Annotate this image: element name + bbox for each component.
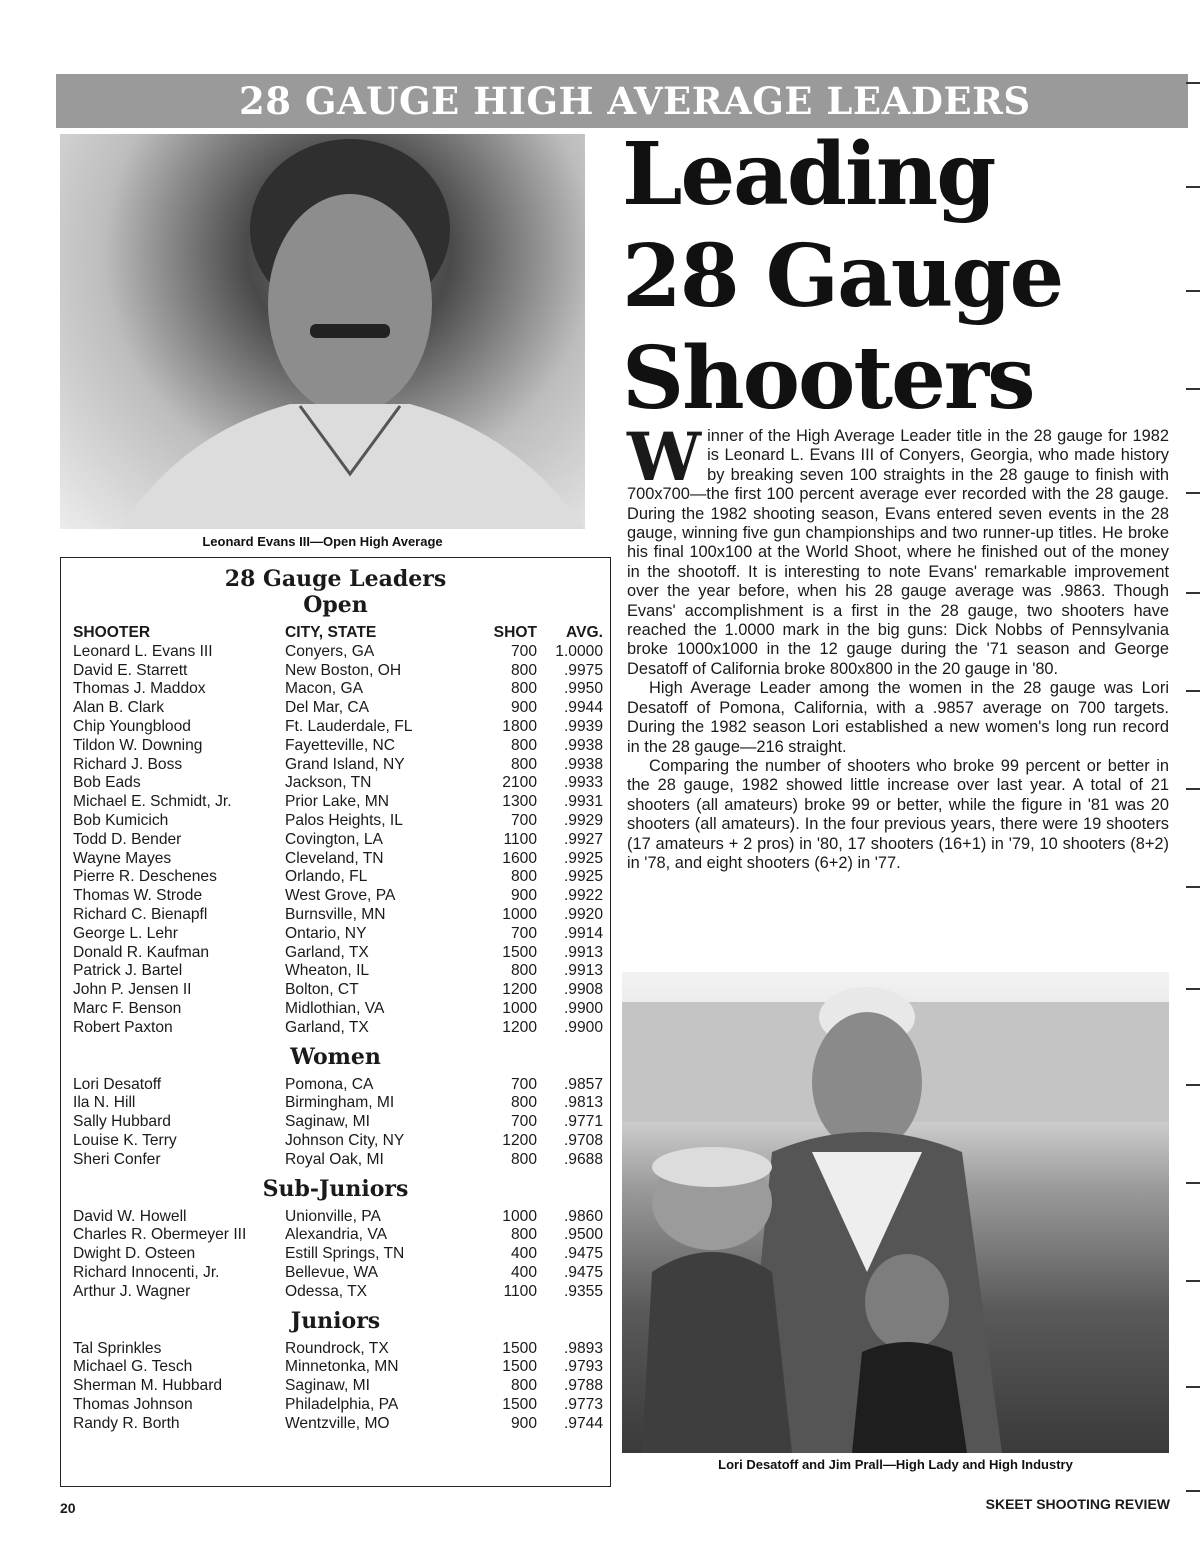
- city-cell: Midlothian, VA: [285, 999, 385, 1017]
- table-row: [61, 962, 610, 981]
- city-cell: Cleveland, TN: [285, 849, 384, 867]
- edge-mark: [1186, 1280, 1200, 1282]
- shooter-cell: Chip Youngblood: [73, 717, 191, 735]
- table-row: [61, 1151, 610, 1170]
- avg-cell: .9793: [563, 1358, 603, 1376]
- table-row: [61, 868, 610, 887]
- group-illustration: [622, 972, 1169, 1453]
- avg-cell: .9925: [563, 849, 603, 867]
- shot-cell: 700: [510, 924, 537, 942]
- shot-cell: 1500: [502, 943, 537, 961]
- shot-cell: 1100: [503, 830, 537, 848]
- shooter-cell: Marc F. Benson: [73, 999, 182, 1017]
- city-cell: Unionville, PA: [285, 1207, 381, 1225]
- section-open-rows: [61, 643, 610, 1038]
- shot-cell: 1500: [502, 1358, 537, 1376]
- table-row: [61, 1340, 610, 1359]
- group-photo: [622, 972, 1169, 1453]
- avg-cell: .9788: [563, 1377, 603, 1395]
- city-cell: Odessa, TX: [285, 1282, 368, 1300]
- group-caption: Lori Desatoff and Jim Prall—High Lady and High Industry: [718, 1457, 1073, 1472]
- city-cell: Birmingham, MI: [285, 1094, 395, 1112]
- avg-cell: .9893: [563, 1339, 603, 1357]
- city-cell: New Boston, OH: [285, 661, 402, 679]
- article-body: [627, 418, 1169, 873]
- avg-cell: .9355: [563, 1282, 603, 1300]
- city-cell: Grand Island, NY: [285, 755, 405, 773]
- city-cell: Palos Heights, IL: [285, 811, 403, 829]
- city-cell: Garland, TX: [285, 1018, 369, 1036]
- shooter-cell: Bob Eads: [73, 774, 141, 792]
- city-cell: Estill Springs, TN: [285, 1245, 405, 1263]
- edge-mark: [1186, 1386, 1200, 1388]
- edge-mark: [1186, 886, 1200, 888]
- avg-cell: .9913: [563, 943, 603, 961]
- shooter-cell: Sherman M. Hubbard: [73, 1377, 223, 1395]
- shot-cell: 800: [510, 736, 537, 754]
- shot-cell: 1600: [502, 849, 537, 867]
- shooter-cell: Dwight D. Osteen: [73, 1245, 196, 1263]
- publication-name: SKEET SHOOTING REVIEW: [985, 1496, 1170, 1512]
- shooter-cell: Arthur J. Wagner: [73, 1282, 191, 1300]
- shot-cell: 800: [510, 661, 537, 679]
- shot-cell: 800: [510, 755, 537, 773]
- table-row: [61, 887, 610, 906]
- avg-cell: .9860: [563, 1207, 603, 1225]
- section-title-sub-juniors: Sub-Juniors: [262, 1175, 409, 1202]
- table-row: [61, 1132, 610, 1151]
- shooter-cell: Lori Desatoff: [73, 1075, 162, 1093]
- headline-line-2: 28 Gauge: [622, 226, 1063, 327]
- avg-cell: .9944: [563, 699, 603, 717]
- portrait-illustration: [60, 134, 585, 529]
- shot-cell: 800: [510, 868, 537, 886]
- shot-cell: 700: [510, 642, 537, 660]
- shot-cell: 800: [510, 1094, 537, 1112]
- table-row: [61, 774, 610, 793]
- shot-cell: 1800: [502, 717, 537, 735]
- shooter-cell: David E. Starrett: [73, 661, 188, 679]
- city-cell: Johnson City, NY: [285, 1131, 405, 1149]
- avg-cell: .9914: [563, 924, 603, 942]
- shooter-cell: Richard J. Boss: [73, 755, 183, 773]
- avg-cell: .9975: [563, 661, 603, 679]
- page-number: 20: [60, 1500, 76, 1516]
- headline-line-3: Shooters: [622, 328, 1034, 429]
- table-row: [61, 662, 610, 681]
- shot-cell: 1200: [502, 1018, 537, 1036]
- article-paragraph-1: [627, 418, 1169, 679]
- table-row: [61, 981, 610, 1000]
- shooter-cell: Robert Paxton: [73, 1018, 173, 1036]
- section-title-open: Open: [303, 592, 368, 618]
- portrait-photo: [60, 134, 585, 529]
- shooter-cell: Michael G. Tesch: [73, 1358, 193, 1376]
- shooter-cell: John P. Jensen II: [73, 981, 192, 999]
- avg-cell: 1.0000: [555, 642, 603, 660]
- avg-cell: .9908: [563, 981, 603, 999]
- avg-cell: .9929: [563, 811, 603, 829]
- shot-cell: 1500: [502, 1339, 537, 1357]
- city-cell: Wheaton, IL: [285, 962, 370, 980]
- section-juniors-rows: [61, 1340, 610, 1434]
- city-cell: Ft. Lauderdale, FL: [285, 717, 413, 735]
- avg-cell: .9475: [563, 1263, 603, 1281]
- table-row: [61, 1226, 610, 1245]
- shooter-cell: Michael E. Schmidt, Jr.: [73, 793, 232, 811]
- table-title: 28 Gauge Leaders: [224, 566, 447, 592]
- shooter-cell: Thomas J. Maddox: [73, 680, 206, 698]
- shooter-cell: Pierre R. Deschenes: [73, 868, 217, 886]
- avg-cell: .9773: [563, 1395, 603, 1413]
- avg-cell: .9500: [563, 1226, 603, 1244]
- city-cell: Saginaw, MI: [285, 1113, 370, 1131]
- edge-mark: [1186, 82, 1200, 84]
- header-city: CITY, STATE: [285, 624, 377, 641]
- city-cell: Wentzville, MO: [285, 1414, 390, 1432]
- city-cell: Alexandria, VA: [285, 1226, 387, 1244]
- avg-cell: .9900: [563, 999, 603, 1017]
- city-cell: Del Mar, CA: [285, 699, 370, 717]
- city-cell: Burnsville, MN: [285, 905, 386, 923]
- city-cell: Roundrock, TX: [285, 1339, 389, 1357]
- shooter-cell: Todd D. Bender: [73, 830, 182, 848]
- paragraph-1-text: inner of the High Average Leader title in the 28 gauge for 1982 is Leonard L. Evans III of Conyers, Georgia, who made history by breaking seven 100 straights in the 28 gauge to finish with 700x700—the first 100 percent average ever recorded with the 28 gauge. During the 1982 shooting season, Evans entered seven events in the 28 gauge, winning five gun championships and two runner-up titles. He broke his final 100x100 at the World Shoot, where he finished out of the money in the shootoff. It is interesting to note Evans' remarkable improvement over the year before, when his 28 gauge average was .9863. Though Evans' accomplishment is a first in the 28 gauge, two shooters have reached the 1.0000 mark in the big guns: Dick Nobbs of Pennsylvania broke 1000x1000 in the 12 gauge during the '71 season and George Desatoff of California broke 800x800 in the 20 gauge in '80.: [627, 427, 1169, 678]
- shooter-cell: Tildon W. Downing: [73, 736, 203, 754]
- city-cell: Jackson, TN: [285, 774, 372, 792]
- avg-cell: .9913: [563, 962, 603, 980]
- headline: [622, 124, 1182, 430]
- table-row: [61, 1358, 610, 1377]
- shooter-cell: Thomas Johnson: [73, 1395, 193, 1413]
- city-cell: Philadelphia, PA: [285, 1395, 399, 1413]
- city-cell: Conyers, GA: [285, 642, 375, 660]
- shooter-cell: Wayne Mayes: [73, 849, 172, 867]
- shooter-cell: Ila N. Hill: [73, 1094, 136, 1112]
- edge-mark: [1186, 1084, 1200, 1086]
- edge-mark: [1186, 492, 1200, 494]
- edge-mark: [1186, 690, 1200, 692]
- shooter-cell: Tal Sprinkles: [73, 1339, 162, 1357]
- table-row: [61, 1377, 610, 1396]
- avg-cell: .9922: [563, 887, 603, 905]
- shot-cell: 900: [510, 1414, 537, 1432]
- table-row: [61, 793, 610, 812]
- shot-cell: 700: [510, 811, 537, 829]
- banner-title: 28 GAUGE HIGH AVERAGE LEADERS: [239, 79, 1031, 123]
- article-paragraph-3: Comparing the number of shooters who broke 99 percent or better in the 28 gauge, 1982 showed little increase over last year. A total of 21 shooters (all amateurs) broke 99 or better, while the figure in '81 was 20 shooters (all amateurs). In the four previous years, there were 19 shooters (17 amateurs + 2 pros) in '80, 17 shooters (16+1) in '79, 10 shooters (8+2) in '78, and eight shooters (6+2) in '77.: [627, 756, 1169, 872]
- table-row: [61, 737, 610, 756]
- table-row: [61, 718, 610, 737]
- avg-cell: .9920: [563, 905, 603, 923]
- shooter-cell: George L. Lehr: [73, 924, 178, 942]
- shooter-cell: Sally Hubbard: [73, 1113, 171, 1131]
- city-cell: West Grove, PA: [285, 887, 396, 905]
- shot-cell: 1000: [502, 905, 537, 923]
- shooter-cell: Charles R. Obermeyer III: [73, 1226, 247, 1244]
- table-row: [61, 1019, 610, 1038]
- shot-cell: 1200: [502, 1131, 537, 1149]
- shot-cell: 400: [510, 1245, 537, 1263]
- avg-cell: .9475: [563, 1245, 603, 1263]
- shot-cell: 1000: [502, 999, 537, 1017]
- shot-cell: 1200: [502, 981, 537, 999]
- city-cell: Garland, TX: [285, 943, 369, 961]
- section-title-women: Women: [290, 1043, 381, 1070]
- avg-cell: .9927: [563, 830, 603, 848]
- shot-cell: 400: [510, 1263, 537, 1281]
- shot-cell: 2100: [502, 774, 537, 792]
- shooter-cell: Thomas W. Strode: [73, 887, 203, 905]
- shot-cell: 800: [510, 1150, 537, 1168]
- avg-cell: .9933: [563, 774, 603, 792]
- city-cell: Bellevue, WA: [285, 1263, 379, 1281]
- city-cell: Fayetteville, NC: [285, 736, 396, 754]
- table-row: [61, 850, 610, 869]
- city-cell: Covington, LA: [285, 830, 383, 848]
- city-cell: Prior Lake, MN: [285, 793, 389, 811]
- edge-mark: [1186, 1490, 1200, 1492]
- section-women-rows: [61, 1076, 610, 1170]
- city-cell: Ontario, NY: [285, 924, 367, 942]
- header-shot: SHOT: [493, 624, 537, 641]
- shot-cell: 700: [510, 1075, 537, 1093]
- table-row: [61, 1076, 610, 1095]
- leaders-table: [60, 557, 611, 1487]
- shot-cell: 800: [510, 1377, 537, 1395]
- table-row: [61, 699, 610, 718]
- header-avg: AVG.: [566, 624, 603, 641]
- shooter-cell: Randy R. Borth: [73, 1414, 180, 1432]
- edge-mark: [1186, 988, 1200, 990]
- avg-cell: .9900: [563, 1018, 603, 1036]
- shooter-cell: Donald R. Kaufman: [73, 943, 210, 961]
- table-row: [61, 643, 610, 662]
- shot-cell: 800: [510, 962, 537, 980]
- city-cell: Orlando, FL: [285, 868, 368, 886]
- avg-cell: .9708: [563, 1131, 603, 1149]
- table-row: [61, 680, 610, 699]
- shot-cell: 700: [510, 1113, 537, 1131]
- shot-cell: 900: [510, 699, 537, 717]
- city-cell: Bolton, CT: [285, 981, 359, 999]
- edge-mark: [1186, 1182, 1200, 1184]
- city-cell: Saginaw, MI: [285, 1377, 370, 1395]
- table-row: [61, 1415, 610, 1434]
- avg-cell: .9771: [563, 1113, 603, 1131]
- avg-cell: .9931: [563, 793, 603, 811]
- edge-mark: [1186, 186, 1200, 188]
- edge-mark: [1186, 788, 1200, 790]
- table-row: [61, 1094, 610, 1113]
- avg-cell: .9688: [563, 1150, 603, 1168]
- table-row: [61, 1396, 610, 1415]
- city-cell: Macon, GA: [285, 680, 363, 698]
- table-row: [61, 1245, 610, 1264]
- shooter-cell: Alan B. Clark: [73, 699, 164, 717]
- shot-cell: 1300: [502, 793, 537, 811]
- shooter-cell: Patrick J. Bartel: [73, 962, 183, 980]
- table-row: [61, 1208, 610, 1227]
- shot-cell: 1000: [502, 1207, 537, 1225]
- edge-mark: [1186, 388, 1200, 390]
- table-row: [61, 925, 610, 944]
- edge-mark: [1186, 290, 1200, 292]
- section-title-juniors: Juniors: [290, 1307, 381, 1334]
- table-row: [61, 1264, 610, 1283]
- shot-cell: 1100: [503, 1282, 537, 1300]
- avg-cell: .9744: [563, 1414, 603, 1432]
- table-row: [61, 1283, 610, 1302]
- avg-cell: .9938: [563, 736, 603, 754]
- city-cell: Pomona, CA: [285, 1075, 374, 1093]
- table-row: [61, 812, 610, 831]
- header-shooter: SHOOTER: [73, 624, 151, 641]
- shooter-cell: Bob Kumicich: [73, 811, 169, 829]
- shooter-cell: David W. Howell: [73, 1207, 187, 1225]
- shot-cell: 1500: [502, 1395, 537, 1413]
- shooter-cell: Leonard L. Evans III: [73, 642, 213, 660]
- section-sub-juniors-rows: [61, 1208, 610, 1302]
- shot-cell: 800: [510, 680, 537, 698]
- drop-cap: W: [627, 418, 702, 496]
- avg-cell: .9950: [563, 680, 603, 698]
- shot-cell: 900: [510, 887, 537, 905]
- city-cell: Minnetonka, MN: [285, 1358, 399, 1376]
- table-row: [61, 944, 610, 963]
- avg-cell: .9938: [563, 755, 603, 773]
- avg-cell: .9925: [563, 868, 603, 886]
- avg-cell: .9857: [563, 1075, 603, 1093]
- avg-cell: .9813: [563, 1094, 603, 1112]
- article-paragraph-2: High Average Leader among the women in the 28 gauge was Lori Desatoff of Pomona, California, with a .9857 average on 700 targets. During the 1982 season Lori established a new women's long run record in the 28 gauge—216 straight.: [627, 679, 1169, 756]
- shooter-cell: Sheri Confer: [73, 1150, 161, 1168]
- table-row: [61, 906, 610, 925]
- table-header-row: [61, 624, 610, 643]
- table-row: [61, 756, 610, 775]
- table-row: [61, 831, 610, 850]
- city-cell: Royal Oak, MI: [285, 1150, 384, 1168]
- table-row: [61, 1113, 610, 1132]
- headline-line-1: Leading: [622, 124, 995, 225]
- shooter-cell: Louise K. Terry: [73, 1131, 177, 1149]
- edge-mark: [1186, 592, 1200, 594]
- title-banner: [56, 74, 1188, 128]
- shooter-cell: Richard Innocenti, Jr.: [73, 1263, 220, 1281]
- shooter-cell: Richard C. Bienapfl: [73, 905, 208, 923]
- portrait-caption: Leonard Evans III—Open High Average: [202, 534, 443, 549]
- table-row: [61, 1000, 610, 1019]
- shot-cell: 800: [510, 1226, 537, 1244]
- avg-cell: .9939: [563, 717, 603, 735]
